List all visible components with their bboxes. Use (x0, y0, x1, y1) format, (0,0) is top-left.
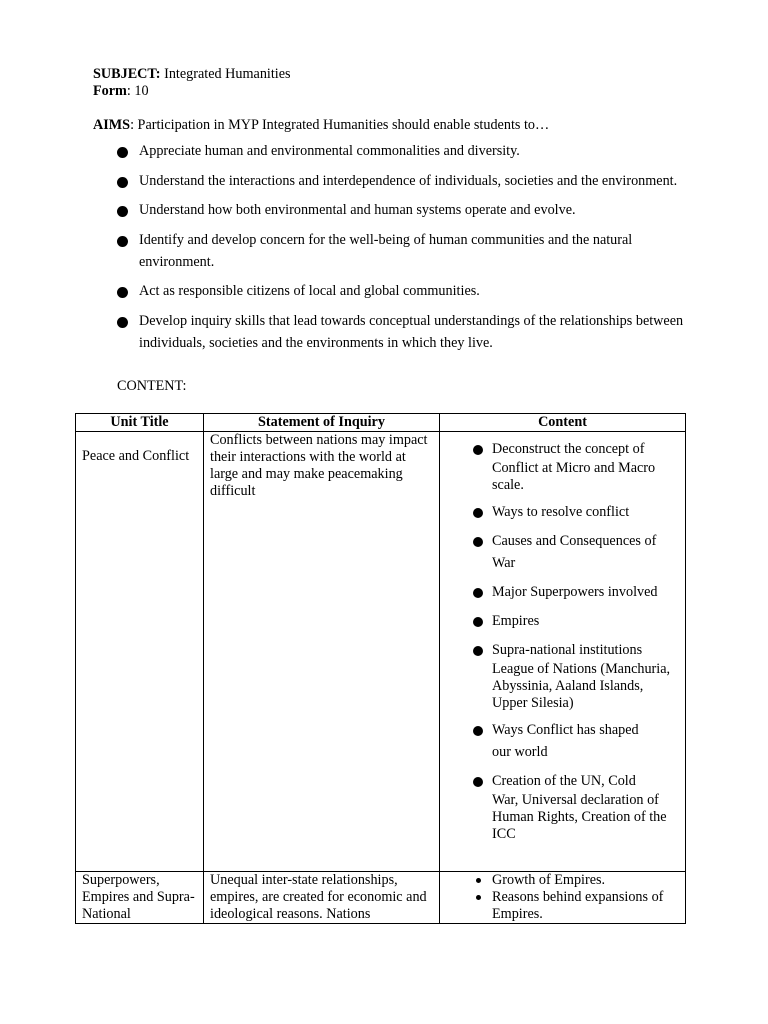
form-line: Form: 10 (93, 82, 149, 99)
list-item: Causes and Consequences of War (446, 530, 679, 574)
unit-title-cell: Peace and Conflict (76, 432, 204, 872)
header-content: Content (440, 414, 686, 432)
list-item: Supra-national institutions League of Nations (Manchuria, Abyssinia, Aaland Islands, Upper Silesia) (446, 639, 679, 712)
unit-title-cell: Superpowers, Empires and Supra-National (76, 872, 204, 924)
header-unit-title: Unit Title (76, 414, 204, 432)
content-list (446, 872, 679, 923)
inquiry-cell: Unequal inter-state relationships, empires, are created for economic and ideological reasons. Nations (204, 872, 440, 924)
subject-line: SUBJECT: Integrated Humanities (93, 66, 291, 82)
aims-list (113, 140, 693, 361)
header-statement-of-inquiry: Statement of Inquiry (204, 414, 440, 432)
list-item: Growth of Empires. (446, 872, 679, 889)
aim-item: Develop inquiry skills that lead towards conceptual understandings of the relationships between individuals, societies and the environments in which they live. (113, 310, 693, 354)
document-header (93, 66, 291, 99)
table-row (76, 872, 686, 924)
aim-item: Understand the interactions and interdependence of individuals, societies and the environment. (113, 170, 693, 192)
aim-item: Understand how both environmental and human systems operate and evolve. (113, 199, 693, 221)
list-item: Ways Conflict has shaped our world (446, 719, 679, 763)
units-table (75, 413, 686, 924)
content-cell (440, 872, 686, 924)
aims-heading: AIMS: Participation in MYP Integrated Humanities should enable students to… (93, 117, 550, 133)
aim-item: Appreciate human and environmental commonalities and diversity. (113, 140, 693, 162)
table-row (76, 432, 686, 872)
aim-item: Identify and develop concern for the well-being of human communities and the natural environment. (113, 229, 693, 273)
table-header-row (76, 414, 686, 432)
list-item: Reasons behind expansions of Empires. (446, 889, 679, 923)
list-item: Major Superpowers involved (446, 581, 679, 603)
list-item: Empires (446, 610, 679, 632)
content-list (446, 432, 679, 854)
list-item: Ways to resolve conflict (446, 501, 679, 523)
content-heading: CONTENT: (117, 378, 187, 394)
list-item: Deconstruct the concept of Conflict at Micro and Macro scale. (446, 438, 679, 494)
aim-item: Act as responsible citizens of local and global communities. (113, 280, 693, 302)
content-cell (440, 432, 686, 872)
inquiry-cell: Conflicts between nations may impact their interactions with the world at large and may make peacemaking difficult (204, 432, 440, 872)
list-item: Creation of the UN, Cold War, Universal declaration of Human Rights, Creation of the ICC (446, 770, 679, 843)
